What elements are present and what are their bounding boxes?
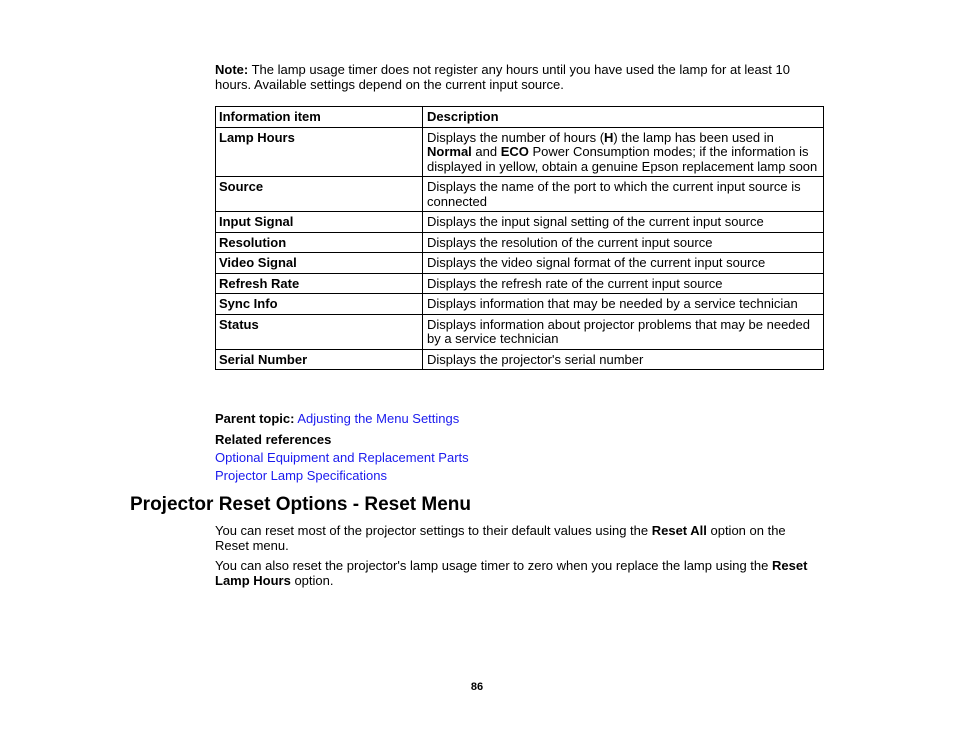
desc-text: ) the lamp has been used in <box>613 129 774 145</box>
section-title: Projector Reset Options - Reset Menu <box>130 494 472 515</box>
row-item: Refresh Rate <box>216 273 423 294</box>
row-item: Status <box>216 314 423 349</box>
table-row <box>216 273 824 294</box>
reset-paragraph-2 <box>215 558 819 588</box>
row-description <box>423 127 824 177</box>
table-header-row <box>216 107 824 128</box>
related-link-lamp-specifications[interactable]: Projector Lamp Specifications <box>215 468 387 483</box>
table-row <box>216 349 824 370</box>
row-description: Displays information about projector problems that may be needed by a service technician <box>423 314 824 349</box>
paragraph-bold: Reset Lamp Hours <box>215 558 808 588</box>
paragraph-text: option. <box>290 573 334 588</box>
related-references-heading: Related references <box>215 432 332 447</box>
row-description: Displays the input signal setting of the current input source <box>423 212 824 233</box>
table-row <box>216 314 824 349</box>
paragraph-text: You can reset most of the projector settings to their default values using the <box>215 523 652 538</box>
table-row <box>216 294 824 315</box>
header-information-item: Information item <box>216 107 423 128</box>
parent-topic-label: Parent topic: <box>215 411 295 426</box>
row-item: Resolution <box>216 232 423 253</box>
table-row <box>216 127 824 177</box>
note-paragraph <box>215 62 815 92</box>
desc-bold: Normal <box>427 144 472 159</box>
row-description: Displays the name of the port to which the current input source is connected <box>423 177 824 212</box>
row-item: Lamp Hours <box>216 127 423 177</box>
desc-bold: ECO <box>500 144 529 159</box>
desc-bold: H <box>604 129 614 145</box>
row-item: Sync Info <box>216 294 423 315</box>
row-item: Input Signal <box>216 212 423 233</box>
note-text: The lamp usage timer does not register any hours until you have used the lamp for at least 10 hours. Available settings depend on the current input source. <box>215 62 790 92</box>
paragraph-text: You can also reset the projector's lamp usage timer to zero when you replace the lamp using the <box>215 558 772 573</box>
parent-topic <box>215 411 459 426</box>
row-description: Displays the video signal format of the current input source <box>423 253 824 274</box>
header-description: Description <box>423 107 824 128</box>
parent-topic-link[interactable]: Adjusting the Menu Settings <box>297 411 460 426</box>
table-row <box>216 253 824 274</box>
related-link-optional-equipment[interactable]: Optional Equipment and Replacement Parts <box>215 450 469 465</box>
table-row <box>216 232 824 253</box>
row-description: Displays the projector's serial number <box>423 349 824 370</box>
row-description: Displays the resolution of the current input source <box>423 232 824 253</box>
reset-paragraph-1 <box>215 523 815 553</box>
table-row <box>216 212 824 233</box>
note-label: Note: <box>215 62 249 77</box>
information-table <box>215 106 824 370</box>
page-number: 86 <box>470 681 484 693</box>
desc-text: Displays the number of hours ( <box>427 129 605 145</box>
row-item: Serial Number <box>216 349 423 370</box>
row-description: Displays information that may be needed by a service technician <box>423 294 824 315</box>
table-row <box>216 177 824 212</box>
desc-text: and <box>471 144 501 159</box>
paragraph-bold: Reset All <box>651 523 707 538</box>
row-description: Displays the refresh rate of the current input source <box>423 273 824 294</box>
desc-text: Power Consumption modes; if the information is displayed in yellow, obtain a genuine Epson replacement lamp soon <box>427 144 818 174</box>
row-item: Video Signal <box>216 253 423 274</box>
paragraph-text: option on the Reset menu. <box>215 523 786 553</box>
row-item: Source <box>216 177 423 212</box>
